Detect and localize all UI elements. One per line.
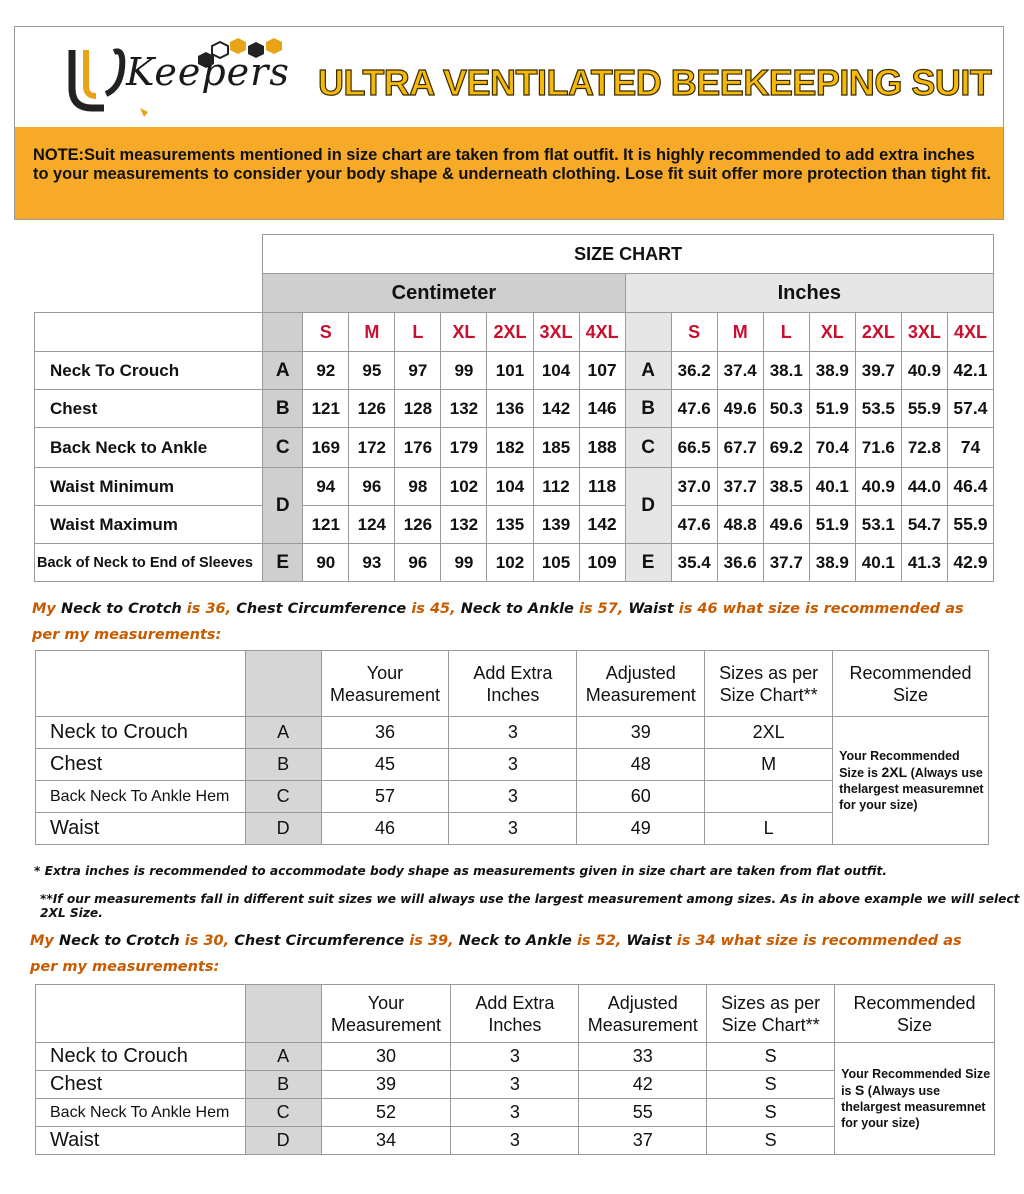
inch-value: 36.6 — [717, 544, 763, 582]
cell-size: S — [707, 1071, 835, 1099]
inch-value: 39.7 — [855, 352, 901, 390]
inch-value: 51.9 — [809, 506, 855, 544]
cell-extra: 3 — [451, 1071, 579, 1099]
inch-value: 36.2 — [671, 352, 717, 390]
corner-cell — [35, 313, 263, 352]
column-header: Recommended Size — [835, 985, 995, 1043]
measurement-letter: C — [245, 1099, 321, 1127]
cell-extra: 3 — [451, 1043, 579, 1071]
cell-adjusted: 49 — [577, 813, 705, 845]
size-chart-row — [35, 390, 994, 428]
measurement-name: Chest — [35, 390, 263, 428]
cm-value: 132 — [441, 390, 487, 428]
inch-value: 47.6 — [671, 506, 717, 544]
recommend-post: (Always use thelargest measuremnet for your size) — [841, 1084, 986, 1130]
cm-value: 107 — [579, 352, 625, 390]
cm-value: 112 — [533, 468, 579, 506]
cell-size: L — [705, 813, 833, 845]
measurement-name: Back Neck to Ankle — [35, 428, 263, 468]
inch-value: 42.9 — [947, 544, 993, 582]
inch-value: 67.7 — [717, 428, 763, 468]
cm-value: 96 — [349, 468, 395, 506]
column-header: Recommended Size — [833, 651, 989, 717]
cell-your: 34 — [321, 1127, 451, 1155]
question-part: My — [32, 601, 61, 617]
size-header-in: XL — [809, 313, 855, 352]
measurement-name: Chest — [36, 749, 246, 781]
cell-your: 46 — [321, 813, 449, 845]
size-header-in: S — [671, 313, 717, 352]
size-header-in: 3XL — [901, 313, 947, 352]
recommend-pre: Your Recommended Size is — [839, 749, 960, 780]
corner-cell — [36, 651, 246, 717]
question-part: Waist — [626, 933, 672, 949]
inch-value: 53.1 — [855, 506, 901, 544]
recommendation-table-2 — [35, 984, 995, 1155]
question-part: is 30, — [179, 933, 235, 949]
cm-value: 128 — [395, 390, 441, 428]
measurement-letter: D — [245, 1127, 321, 1155]
recommended-size-value: S — [854, 1082, 865, 1098]
cm-value: 102 — [441, 468, 487, 506]
column-header: Adjusted Measurement — [577, 651, 705, 717]
cm-value: 93 — [349, 544, 395, 582]
measurement-letter: B — [245, 1071, 321, 1099]
cell-adjusted: 42 — [579, 1071, 707, 1099]
measurement-name: Waist Maximum — [35, 506, 263, 544]
inch-value: 37.4 — [717, 352, 763, 390]
unit-centimeter: Centimeter — [263, 274, 625, 313]
measurement-letter: A — [245, 717, 321, 749]
question-part: is 46 what size is recommended as per my measurements: — [32, 601, 964, 643]
size-header-cm: M — [349, 313, 395, 352]
recommendation-header-row — [36, 985, 995, 1043]
question-part: is 34 what size is recommended as per my measurements: — [30, 933, 962, 975]
inch-value: 37.7 — [717, 468, 763, 506]
measurement-name: Neck to Crouch — [36, 1043, 246, 1071]
corner-cell — [36, 985, 246, 1043]
question-part: Neck to Crotch — [60, 601, 182, 617]
inch-value: 37.7 — [763, 544, 809, 582]
column-header: Add Extra Inches — [451, 985, 579, 1043]
inch-value: 71.6 — [855, 428, 901, 468]
measurement-letter: B — [245, 749, 321, 781]
cell-adjusted: 33 — [579, 1043, 707, 1071]
page-title: ULTRA VENTILATED BEEKEEPING SUIT — [318, 62, 992, 103]
cm-value: 182 — [487, 428, 533, 468]
inch-value: 41.3 — [901, 544, 947, 582]
measurement-letter: C — [245, 781, 321, 813]
size-header-cm: S — [303, 313, 349, 352]
measurement-name: Back of Neck to End of Sleeves — [35, 544, 263, 582]
size-chart — [34, 234, 994, 584]
cell-size: M — [705, 749, 833, 781]
question-part: Neck to Crotch — [58, 933, 180, 949]
cell-your: 57 — [321, 781, 449, 813]
inch-value: 55.9 — [947, 506, 993, 544]
size-header-cm: 4XL — [579, 313, 625, 352]
size-chart-title: SIZE CHART — [263, 235, 994, 274]
cell-extra: 3 — [449, 717, 577, 749]
cell-size: 2XL — [705, 717, 833, 749]
inch-value: 50.3 — [763, 390, 809, 428]
size-header-in: L — [763, 313, 809, 352]
cm-value: 142 — [533, 390, 579, 428]
size-header-cm: 2XL — [487, 313, 533, 352]
inch-value: 40.9 — [901, 352, 947, 390]
inch-value: 40.9 — [855, 468, 901, 506]
cm-value: 121 — [303, 506, 349, 544]
unit-inches: Inches — [625, 274, 993, 313]
cm-value: 92 — [303, 352, 349, 390]
measurement-name: Neck to Crouch — [36, 717, 246, 749]
measurement-name: Neck To Crouch — [35, 352, 263, 390]
cm-value: 104 — [533, 352, 579, 390]
column-header: Sizes as per Size Chart** — [707, 985, 835, 1043]
question-part: Chest Circumference — [234, 933, 405, 949]
measurement-letter-in: A — [625, 352, 671, 390]
inch-value: 38.9 — [809, 544, 855, 582]
size-chart-row — [35, 352, 994, 390]
size-header-in: 2XL — [855, 313, 901, 352]
inch-value: 47.6 — [671, 390, 717, 428]
inch-value: 66.5 — [671, 428, 717, 468]
cm-value: 121 — [303, 390, 349, 428]
cm-value: 185 — [533, 428, 579, 468]
inch-value: 70.4 — [809, 428, 855, 468]
question-part: is 57, — [573, 601, 629, 617]
recommendation-grid — [35, 650, 989, 845]
cell-adjusted: 48 — [577, 749, 705, 781]
recommend-pre: Your Recommended Size is — [841, 1067, 991, 1098]
cm-value: 132 — [441, 506, 487, 544]
recommended-size-value: 2XL — [881, 764, 908, 780]
cm-value: 136 — [487, 390, 533, 428]
inch-value: 53.5 — [855, 390, 901, 428]
cell-adjusted: 55 — [579, 1099, 707, 1127]
recommend-post: (Always use thelargest measuremnet for your size) — [839, 766, 984, 812]
inch-value: 38.1 — [763, 352, 809, 390]
measurement-letter: D — [263, 468, 303, 544]
cm-value: 109 — [579, 544, 625, 582]
recommendation-row — [36, 1043, 995, 1071]
inch-value: 40.1 — [809, 468, 855, 506]
measurement-letter: D — [245, 813, 321, 845]
cm-value: 98 — [395, 468, 441, 506]
cm-value: 126 — [349, 390, 395, 428]
measurement-name: Waist — [36, 1127, 246, 1155]
cm-value: 169 — [303, 428, 349, 468]
cm-value: 176 — [395, 428, 441, 468]
cell-adjusted: 37 — [579, 1127, 707, 1155]
column-header: Sizes as per Size Chart** — [705, 651, 833, 717]
cm-value: 139 — [533, 506, 579, 544]
letter-header — [245, 651, 321, 717]
cell-extra: 3 — [451, 1099, 579, 1127]
inch-value: 74 — [947, 428, 993, 468]
cm-value: 172 — [349, 428, 395, 468]
inch-value: 40.1 — [855, 544, 901, 582]
cm-value: 135 — [487, 506, 533, 544]
cell-your: 52 — [321, 1099, 451, 1127]
inch-value: 72.8 — [901, 428, 947, 468]
recommendation-header-row — [36, 651, 989, 717]
cm-value: 188 — [579, 428, 625, 468]
cell-your: 39 — [321, 1071, 451, 1099]
column-header: Adjusted Measurement — [579, 985, 707, 1043]
cm-value: 99 — [441, 544, 487, 582]
size-header-cm: XL — [441, 313, 487, 352]
size-header-in: 4XL — [947, 313, 993, 352]
recommendation-row — [36, 717, 989, 749]
measurement-letter-in: B — [625, 390, 671, 428]
question-part: is 36, — [181, 601, 237, 617]
cm-value: 118 — [579, 468, 625, 506]
recommended-size-note — [833, 717, 989, 845]
example1-question — [32, 596, 992, 648]
question-part: Chest Circumference — [236, 601, 407, 617]
cm-value: 97 — [395, 352, 441, 390]
size-chart-row — [35, 468, 994, 506]
cell-size: S — [707, 1127, 835, 1155]
question-part: Neck to Ankle — [460, 601, 574, 617]
measurement-letter-in: D — [625, 468, 671, 544]
cell-your: 30 — [321, 1043, 451, 1071]
recommended-size-note — [835, 1043, 995, 1155]
cm-value: 179 — [441, 428, 487, 468]
measurement-letter: B — [263, 390, 303, 428]
recommendation-grid — [35, 984, 995, 1155]
inch-value: 54.7 — [901, 506, 947, 544]
size-header-in: M — [717, 313, 763, 352]
letter-header-in — [625, 313, 671, 352]
cell-your: 36 — [321, 717, 449, 749]
inch-value: 38.5 — [763, 468, 809, 506]
cell-extra: 3 — [449, 749, 577, 781]
question-part: My — [30, 933, 59, 949]
question-part: Neck to Ankle — [458, 933, 572, 949]
letter-header — [245, 985, 321, 1043]
column-header: Add Extra Inches — [449, 651, 577, 717]
size-chart-row — [35, 428, 994, 468]
size-chart-table — [34, 234, 994, 582]
inch-value: 51.9 — [809, 390, 855, 428]
inch-value: 55.9 — [901, 390, 947, 428]
cm-value: 102 — [487, 544, 533, 582]
measurement-letter: A — [245, 1043, 321, 1071]
size-header-cm: L — [395, 313, 441, 352]
cm-value: 146 — [579, 390, 625, 428]
cm-value: 124 — [349, 506, 395, 544]
footnote-1: * Extra inches is recommended to accommodate body shape as measurements given in size chart are taken from flat outfit. — [34, 864, 887, 878]
inch-value: 46.4 — [947, 468, 993, 506]
example2-question — [30, 928, 990, 980]
cell-adjusted: 39 — [577, 717, 705, 749]
cell-your: 45 — [321, 749, 449, 781]
inch-value: 37.0 — [671, 468, 717, 506]
measurement-name: Waist Minimum — [35, 468, 263, 506]
cell-size — [705, 781, 833, 813]
column-header: Your Measurement — [321, 985, 451, 1043]
cm-value: 94 — [303, 468, 349, 506]
cell-size: S — [707, 1043, 835, 1071]
cell-extra: 3 — [451, 1127, 579, 1155]
inch-value: 49.6 — [717, 390, 763, 428]
question-part: Waist — [628, 601, 674, 617]
cm-value: 99 — [441, 352, 487, 390]
cell-size: S — [707, 1099, 835, 1127]
inch-value: 57.4 — [947, 390, 993, 428]
cell-extra: 3 — [449, 781, 577, 813]
cm-value: 104 — [487, 468, 533, 506]
cell-adjusted: 60 — [577, 781, 705, 813]
inch-value: 44.0 — [901, 468, 947, 506]
measurement-name: Back Neck To Ankle Hem — [36, 781, 246, 813]
measurement-letter: C — [263, 428, 303, 468]
letter-header — [263, 313, 303, 352]
cm-value: 105 — [533, 544, 579, 582]
cm-value: 142 — [579, 506, 625, 544]
inch-value: 35.4 — [671, 544, 717, 582]
question-part: is 39, — [404, 933, 459, 949]
cm-value: 90 — [303, 544, 349, 582]
recommendation-table-1 — [35, 650, 989, 845]
cm-value: 96 — [395, 544, 441, 582]
measurement-letter: E — [263, 544, 303, 582]
cm-value: 95 — [349, 352, 395, 390]
question-part: is 45, — [406, 601, 461, 617]
measurement-name: Chest — [36, 1071, 246, 1099]
cm-value: 126 — [395, 506, 441, 544]
measurement-name: Waist — [36, 813, 246, 845]
inch-value: 48.8 — [717, 506, 763, 544]
note-text: NOTE:Suit measurements mentioned in size chart are taken from flat outfit. It is highly recommended to add extra inches to your measurements to consider your body shape & underneath clothing. Lose fit suit offer more protection than tight fit. — [33, 146, 992, 183]
size-chart-row — [35, 544, 994, 582]
cm-value: 101 — [487, 352, 533, 390]
size-header-cm: 3XL — [533, 313, 579, 352]
measurement-letter-in: C — [625, 428, 671, 468]
inch-value: 38.9 — [809, 352, 855, 390]
measurement-letter-in: E — [625, 544, 671, 582]
logo-text: Keepers — [126, 50, 290, 94]
inch-value: 69.2 — [763, 428, 809, 468]
size-chart-row — [35, 506, 994, 544]
measurement-name: Back Neck To Ankle Hem — [36, 1099, 246, 1127]
cell-extra: 3 — [449, 813, 577, 845]
question-part: is 52, — [571, 933, 627, 949]
inch-value: 42.1 — [947, 352, 993, 390]
footnote-2: **If our measurements fall in different suit sizes we will always use the largest measurement among sizes. As in above example we will select 2XL Size. — [40, 892, 1020, 920]
inch-value: 49.6 — [763, 506, 809, 544]
measurement-letter: A — [263, 352, 303, 390]
column-header: Your Measurement — [321, 651, 449, 717]
